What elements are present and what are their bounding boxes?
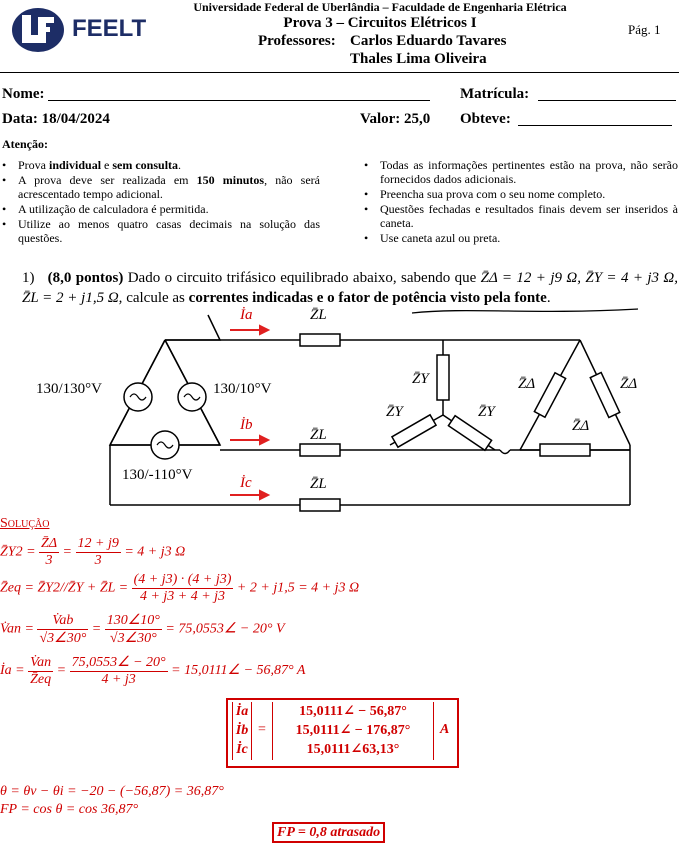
ic-label: İc: [240, 475, 252, 491]
fp-result-box: FP = 0,8 atrasado: [272, 822, 385, 843]
zl-box-b: [300, 444, 340, 456]
fp-equation: FP = cos θ = cos 36,87°: [0, 802, 139, 817]
obtained-label: Obteve:: [460, 111, 511, 127]
ib-label: İb: [240, 417, 253, 433]
zl-box-c: [300, 499, 340, 511]
list-item: • Todas as informações pertinentes estão na prova, não serão fornecidos dados adicionais.: [362, 158, 678, 186]
zeq-equation: Z̄eq = Z̄Y2//Z̄Y + Z̄L = $\frac{(4 + j3) \cdot (4 + j3)}{4 + j3 + 4 + j3}$ + 2 + j1,5 = 4 + j3 Ω: [0, 572, 360, 604]
logo-text: FEELT: [72, 15, 147, 42]
list-item: • Prova individual e sem consulta.: [0, 158, 320, 172]
van-equation: V̇an = $\frac{V̇ab}{√3\angle 30^\circ}$ = $\frac{130\angle 10^\circ}{√3\angle 30^\circ}$ = 75,0553∠ − 20° V: [0, 612, 285, 646]
list-item: • Utilize ao menos quatro casas decimais na solução das questões.: [0, 217, 320, 245]
list-item: • A prova deve ser realizada em 150 minutos, não será acrescentado tempo adicional.: [0, 173, 320, 201]
list-item: • Preencha sua prova com o seu nome completo.: [362, 187, 678, 201]
logo: [8, 5, 148, 55]
zd-label-bottom: Z̄Δ: [572, 418, 590, 434]
attention-left-list: [0, 158, 320, 246]
solution-title: Solução: [0, 516, 50, 531]
zy2-equation: Z̄Y2 = $\frac{Z̄\Delta}{3}$ = $\frac{12 + j9}{3}$ = 4 + j3 Ω: [0, 536, 186, 568]
registration-field[interactable]: [538, 100, 676, 101]
date-label: Data: 18/04/2024: [2, 111, 110, 127]
zl-box-a: [300, 334, 340, 346]
attention-right-list: [362, 158, 678, 246]
currents-result-box: İa İb İc = 15,0111∠ − 56,87° 15,0111∠ − 176,87° 15,0111∠63,13° A: [226, 698, 459, 768]
list-item: • A utilização de calculadora é permitida.: [0, 202, 320, 216]
value-label: Valor: 25,0: [360, 111, 431, 127]
zy-label-top: Z̄Y: [412, 371, 429, 387]
professor-1: Carlos Eduardo Tavares: [350, 33, 507, 49]
amp-unit: A: [440, 722, 450, 737]
zl-label-c: Z̄L: [310, 476, 327, 492]
zy-label-left: Z̄Y: [386, 404, 403, 420]
zd-label-left: Z̄Δ: [518, 376, 536, 392]
theta-equation: θ = θv − θi = −20 − (−56,87) = 36,87°: [0, 784, 224, 799]
ia-equation: İa = $\frac{V̇an}{Z̄eq}$ = $\frac{75,0553\angle - 20^\circ}{4 + j3}$ = 15,0111∠ − 56,87° A: [0, 654, 306, 687]
professors-label: Professores:: [258, 33, 336, 49]
v1-label: 130/130°V: [36, 381, 102, 397]
vector-column: İa İb İc: [232, 702, 252, 760]
professor-2: Thales Lima Oliveira: [350, 51, 487, 67]
registration-label: Matrícula:: [460, 86, 530, 102]
zy-label-right: Z̄Y: [478, 404, 495, 420]
page-number: Pág. 1: [628, 22, 661, 37]
name-label: Nome:: [2, 86, 45, 102]
list-item: • Use caneta azul ou preta.: [362, 231, 678, 245]
v3-label: 130/-110°V: [122, 467, 193, 483]
zl-label-b: Z̄L: [310, 427, 327, 443]
list-item: • Questões fechadas e resultados finais devem ser inseridos à caneta.: [362, 202, 678, 230]
exam-title: Prova 3 – Circuitos Elétricos I: [283, 15, 477, 31]
obtained-field[interactable]: [518, 125, 672, 126]
zl-label-a: Z̄L: [310, 307, 327, 323]
attention-title: Atenção:: [2, 137, 48, 151]
zd-label-right: Z̄Δ: [620, 376, 638, 392]
university: Universidade Federal de Uberlândia – Faculdade de Engenharia Elétrica: [193, 0, 567, 14]
name-field[interactable]: [48, 100, 430, 101]
question-text: 1) (8,0 pontos) Dado o circuito trifásico equilibrado abaixo, sabendo que Z̄Δ = 12 + j9 Ω, Z̄Y = 4 + j3 Ω, Z̄L = 2 + j1,5 Ω, calcule as correntes indicadas e o fator de potência visto pela fonte.: [22, 270, 678, 306]
v2-label: 130/10°V: [213, 381, 272, 397]
ia-label: İa: [240, 307, 253, 323]
header-divider: [0, 72, 679, 73]
three-phase-circuit: [100, 305, 640, 520]
values-column: 15,0111∠ − 56,87° 15,0111∠ − 176,87° 15,0111∠63,13°: [272, 702, 434, 760]
